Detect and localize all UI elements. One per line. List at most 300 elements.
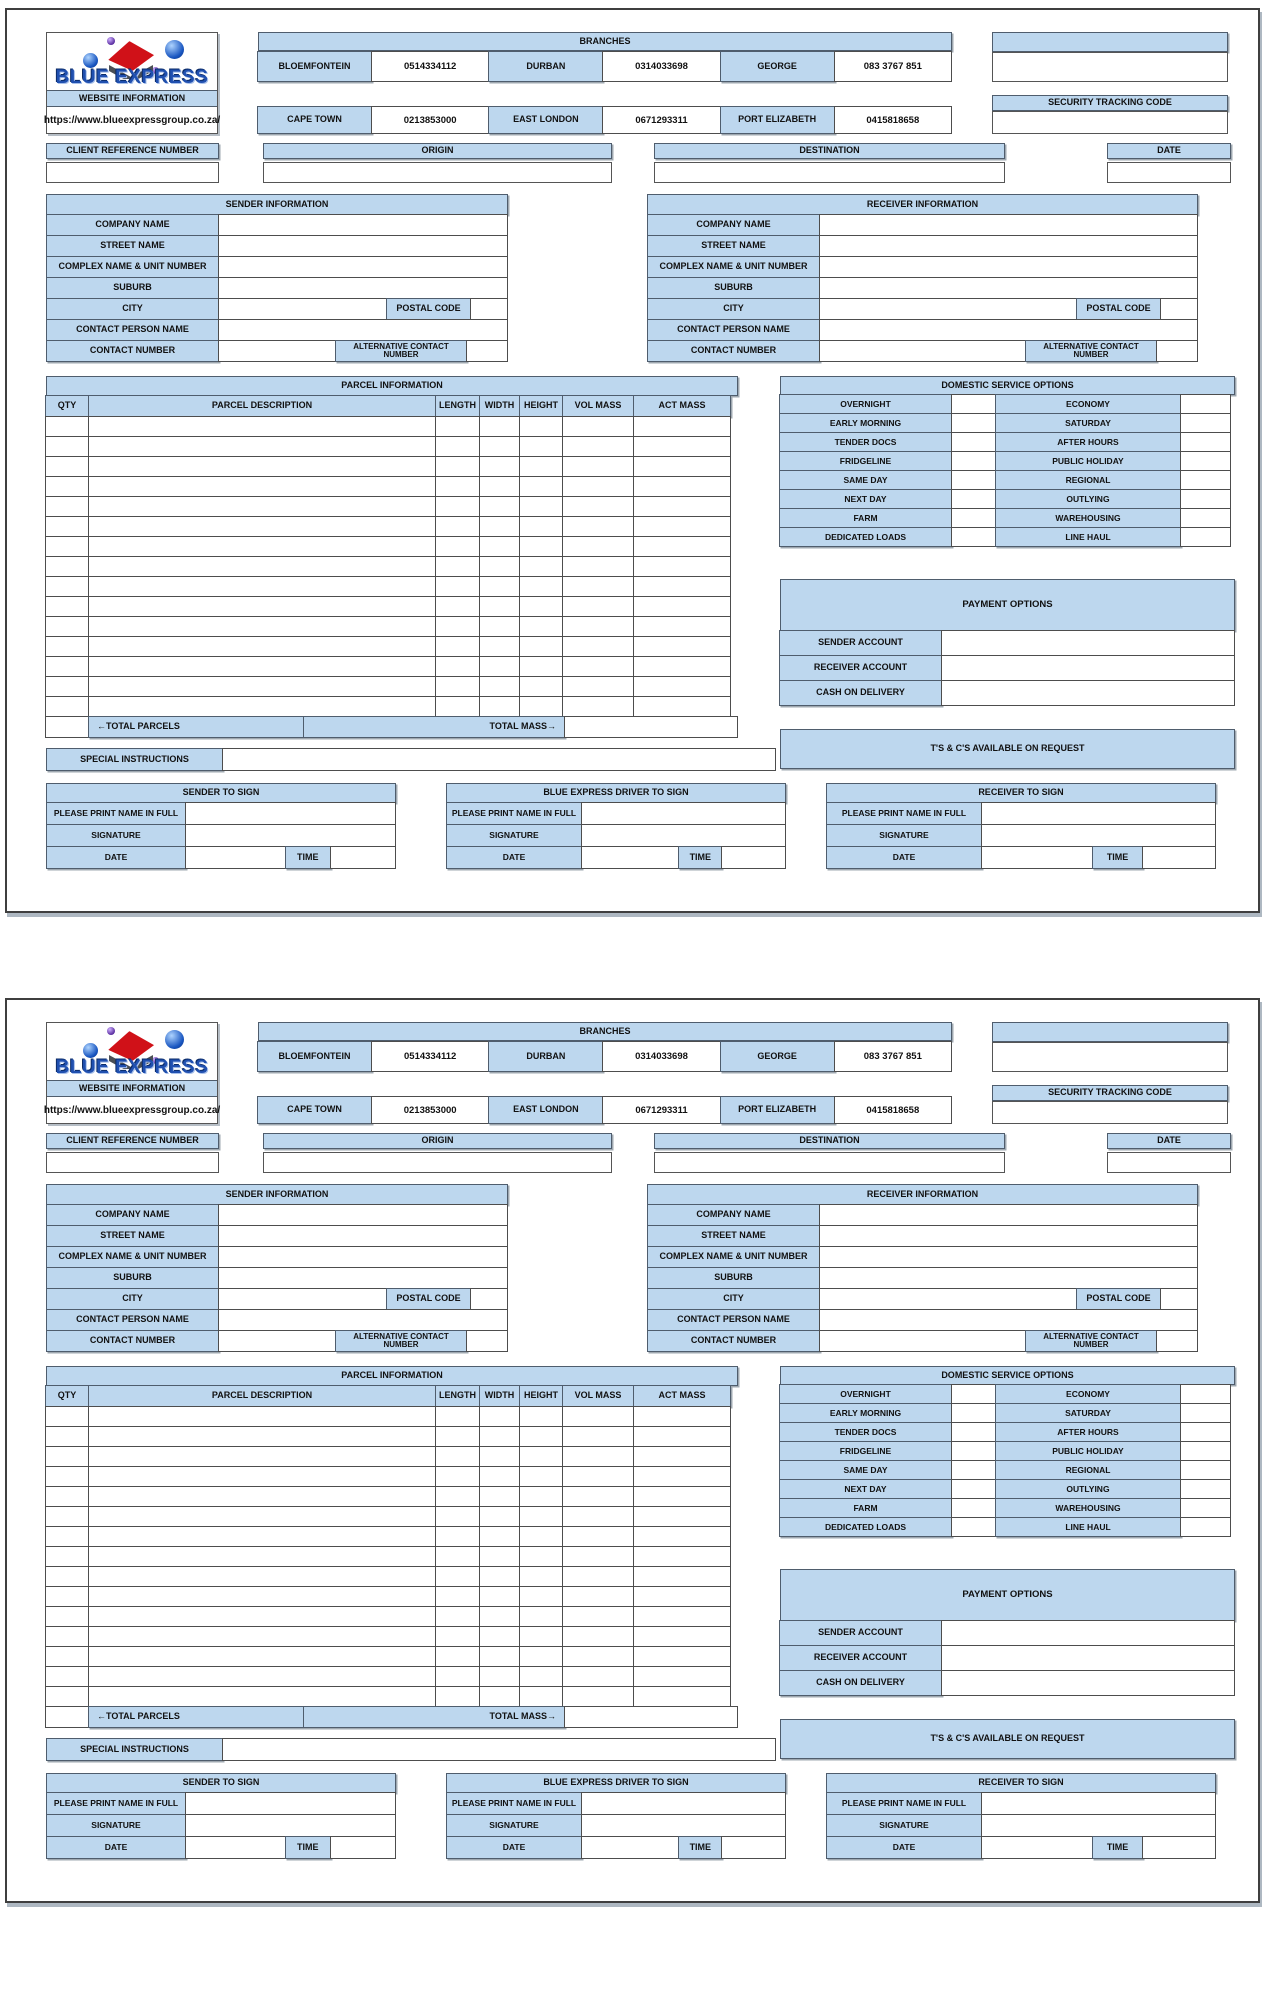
origin-input[interactable] <box>263 1152 612 1173</box>
suburb-input[interactable] <box>218 1267 508 1289</box>
height-cell[interactable] <box>519 456 563 477</box>
width-cell[interactable] <box>479 1506 520 1527</box>
signature-input[interactable] <box>185 824 396 847</box>
service-option-checkbox[interactable] <box>951 394 996 414</box>
vol-mass-cell[interactable] <box>562 576 634 597</box>
service-option-checkbox[interactable] <box>1180 527 1231 547</box>
company-name-input[interactable] <box>218 1204 508 1226</box>
length-cell[interactable] <box>435 436 480 457</box>
length-cell[interactable] <box>435 1606 480 1627</box>
vol-mass-cell[interactable] <box>562 656 634 677</box>
height-cell[interactable] <box>519 1626 563 1647</box>
description-cell[interactable] <box>88 596 436 617</box>
service-option-checkbox[interactable] <box>1180 1460 1231 1480</box>
act-mass-cell[interactable] <box>633 476 731 497</box>
act-mass-cell[interactable] <box>633 576 731 597</box>
time-input[interactable] <box>330 846 397 869</box>
length-cell[interactable] <box>435 1446 480 1467</box>
service-option-checkbox[interactable] <box>1180 394 1231 414</box>
contact-number-input[interactable] <box>819 340 1026 362</box>
service-option-checkbox[interactable] <box>1180 489 1231 509</box>
time-input[interactable] <box>1142 846 1216 869</box>
service-option-checkbox[interactable] <box>1180 508 1231 528</box>
height-cell[interactable] <box>519 496 563 517</box>
service-option-checkbox[interactable] <box>951 432 996 452</box>
height-cell[interactable] <box>519 656 563 677</box>
qty-cell[interactable] <box>45 416 89 437</box>
signature-input[interactable] <box>185 1814 396 1837</box>
act-mass-cell[interactable] <box>633 1606 731 1627</box>
description-cell[interactable] <box>88 1566 436 1587</box>
vol-mass-cell[interactable] <box>562 1426 634 1447</box>
complex-unit-input[interactable] <box>218 1246 508 1268</box>
contact-number-input[interactable] <box>819 1330 1026 1352</box>
description-cell[interactable] <box>88 656 436 677</box>
length-cell[interactable] <box>435 556 480 577</box>
description-cell[interactable] <box>88 576 436 597</box>
qty-cell[interactable] <box>45 436 89 457</box>
description-cell[interactable] <box>88 1546 436 1567</box>
qty-cell[interactable] <box>45 596 89 617</box>
security-tracking-code-box[interactable] <box>992 111 1228 134</box>
description-cell[interactable] <box>88 476 436 497</box>
alt-contact-input[interactable] <box>1156 1330 1198 1352</box>
height-cell[interactable] <box>519 416 563 437</box>
vol-mass-cell[interactable] <box>562 1486 634 1507</box>
length-cell[interactable] <box>435 496 480 517</box>
vol-mass-cell[interactable] <box>562 1526 634 1547</box>
width-cell[interactable] <box>479 636 520 657</box>
qty-cell[interactable] <box>45 1666 89 1687</box>
length-cell[interactable] <box>435 696 480 717</box>
height-cell[interactable] <box>519 1646 563 1667</box>
description-cell[interactable] <box>88 536 436 557</box>
width-cell[interactable] <box>479 556 520 577</box>
vol-mass-cell[interactable] <box>562 556 634 577</box>
width-cell[interactable] <box>479 1646 520 1667</box>
vol-mass-cell[interactable] <box>562 536 634 557</box>
service-option-checkbox[interactable] <box>951 470 996 490</box>
width-cell[interactable] <box>479 1546 520 1567</box>
description-cell[interactable] <box>88 496 436 517</box>
service-option-checkbox[interactable] <box>951 413 996 433</box>
print-name-input[interactable] <box>981 802 1216 825</box>
length-cell[interactable] <box>435 1506 480 1527</box>
service-option-checkbox[interactable] <box>951 1498 996 1518</box>
length-cell[interactable] <box>435 1626 480 1647</box>
vol-mass-cell[interactable] <box>562 1606 634 1627</box>
service-option-checkbox[interactable] <box>951 1384 996 1404</box>
qty-cell[interactable] <box>45 1506 89 1527</box>
complex-unit-input[interactable] <box>819 1246 1198 1268</box>
description-cell[interactable] <box>88 556 436 577</box>
street-name-input[interactable] <box>218 235 508 257</box>
height-cell[interactable] <box>519 576 563 597</box>
length-cell[interactable] <box>435 1646 480 1667</box>
qty-cell[interactable] <box>45 1526 89 1547</box>
width-cell[interactable] <box>479 1666 520 1687</box>
act-mass-cell[interactable] <box>633 516 731 537</box>
date-input[interactable] <box>981 846 1093 869</box>
signature-input[interactable] <box>981 1814 1216 1837</box>
vol-mass-cell[interactable] <box>562 616 634 637</box>
description-cell[interactable] <box>88 1526 436 1547</box>
description-cell[interactable] <box>88 1446 436 1467</box>
act-mass-cell[interactable] <box>633 1406 731 1427</box>
date-input[interactable] <box>185 1836 286 1859</box>
qty-cell[interactable] <box>45 1586 89 1607</box>
width-cell[interactable] <box>479 1606 520 1627</box>
vol-mass-cell[interactable] <box>562 416 634 437</box>
service-option-checkbox[interactable] <box>1180 1479 1231 1499</box>
description-cell[interactable] <box>88 1626 436 1647</box>
act-mass-cell[interactable] <box>633 636 731 657</box>
street-name-input[interactable] <box>819 1225 1198 1247</box>
security-tracking-code-box[interactable] <box>992 1101 1228 1124</box>
postal-code-input[interactable] <box>1160 1288 1198 1310</box>
date-input[interactable] <box>1107 1152 1231 1173</box>
qty-cell[interactable] <box>45 1646 89 1667</box>
company-name-input[interactable] <box>819 1204 1198 1226</box>
act-mass-cell[interactable] <box>633 1566 731 1587</box>
width-cell[interactable] <box>479 456 520 477</box>
width-cell[interactable] <box>479 576 520 597</box>
width-cell[interactable] <box>479 1466 520 1487</box>
date-input[interactable] <box>981 1836 1093 1859</box>
vol-mass-cell[interactable] <box>562 1406 634 1427</box>
qty-cell[interactable] <box>45 1626 89 1647</box>
waybill-number-box[interactable] <box>992 1042 1228 1072</box>
description-cell[interactable] <box>88 456 436 477</box>
signature-input[interactable] <box>981 824 1216 847</box>
vol-mass-cell[interactable] <box>562 1446 634 1467</box>
alt-contact-input[interactable] <box>466 1330 508 1352</box>
qty-cell[interactable] <box>45 1566 89 1587</box>
service-option-checkbox[interactable] <box>1180 451 1231 471</box>
description-cell[interactable] <box>88 1586 436 1607</box>
suburb-input[interactable] <box>218 277 508 299</box>
description-cell[interactable] <box>88 696 436 717</box>
city-input[interactable] <box>218 298 387 320</box>
width-cell[interactable] <box>479 596 520 617</box>
length-cell[interactable] <box>435 536 480 557</box>
width-cell[interactable] <box>479 1626 520 1647</box>
length-cell[interactable] <box>435 1666 480 1687</box>
print-name-input[interactable] <box>581 802 786 825</box>
qty-cell[interactable] <box>45 1686 89 1707</box>
complex-unit-input[interactable] <box>819 256 1198 278</box>
vol-mass-cell[interactable] <box>562 1626 634 1647</box>
qty-cell[interactable] <box>45 1426 89 1447</box>
height-cell[interactable] <box>519 1486 563 1507</box>
date-input[interactable] <box>185 846 286 869</box>
vol-mass-cell[interactable] <box>562 1646 634 1667</box>
length-cell[interactable] <box>435 1406 480 1427</box>
contact-person-input[interactable] <box>819 1309 1198 1331</box>
width-cell[interactable] <box>479 536 520 557</box>
description-cell[interactable] <box>88 1466 436 1487</box>
width-cell[interactable] <box>479 516 520 537</box>
destination-input[interactable] <box>654 162 1005 183</box>
total-parcels-input[interactable] <box>45 716 89 738</box>
qty-cell[interactable] <box>45 656 89 677</box>
act-mass-cell[interactable] <box>633 656 731 677</box>
service-option-checkbox[interactable] <box>1180 470 1231 490</box>
length-cell[interactable] <box>435 1526 480 1547</box>
waybill-number-box[interactable] <box>992 52 1228 82</box>
height-cell[interactable] <box>519 1506 563 1527</box>
vol-mass-cell[interactable] <box>562 436 634 457</box>
height-cell[interactable] <box>519 1466 563 1487</box>
service-option-checkbox[interactable] <box>951 508 996 528</box>
length-cell[interactable] <box>435 1686 480 1707</box>
height-cell[interactable] <box>519 596 563 617</box>
payment-option-checkbox[interactable] <box>941 1670 1235 1696</box>
act-mass-cell[interactable] <box>633 1546 731 1567</box>
act-mass-cell[interactable] <box>633 1526 731 1547</box>
width-cell[interactable] <box>479 1406 520 1427</box>
description-cell[interactable] <box>88 1506 436 1527</box>
qty-cell[interactable] <box>45 496 89 517</box>
service-option-checkbox[interactable] <box>951 527 996 547</box>
act-mass-cell[interactable] <box>633 676 731 697</box>
act-mass-cell[interactable] <box>633 436 731 457</box>
print-name-input[interactable] <box>185 802 396 825</box>
suburb-input[interactable] <box>819 1267 1198 1289</box>
act-mass-cell[interactable] <box>633 536 731 557</box>
postal-code-input[interactable] <box>470 1288 508 1310</box>
description-cell[interactable] <box>88 1666 436 1687</box>
length-cell[interactable] <box>435 456 480 477</box>
description-cell[interactable] <box>88 1686 436 1707</box>
act-mass-cell[interactable] <box>633 1446 731 1467</box>
act-mass-cell[interactable] <box>633 1506 731 1527</box>
payment-option-checkbox[interactable] <box>941 630 1235 656</box>
vol-mass-cell[interactable] <box>562 596 634 617</box>
vol-mass-cell[interactable] <box>562 1566 634 1587</box>
time-input[interactable] <box>1142 1836 1216 1859</box>
contact-person-input[interactable] <box>819 319 1198 341</box>
act-mass-cell[interactable] <box>633 496 731 517</box>
height-cell[interactable] <box>519 676 563 697</box>
service-option-checkbox[interactable] <box>951 1460 996 1480</box>
vol-mass-cell[interactable] <box>562 1506 634 1527</box>
alt-contact-input[interactable] <box>466 340 508 362</box>
date-input[interactable] <box>1107 162 1231 183</box>
length-cell[interactable] <box>435 1566 480 1587</box>
act-mass-cell[interactable] <box>633 1426 731 1447</box>
company-name-input[interactable] <box>819 214 1198 236</box>
description-cell[interactable] <box>88 1606 436 1627</box>
description-cell[interactable] <box>88 1426 436 1447</box>
qty-cell[interactable] <box>45 456 89 477</box>
act-mass-cell[interactable] <box>633 696 731 717</box>
payment-option-checkbox[interactable] <box>941 680 1235 706</box>
height-cell[interactable] <box>519 1666 563 1687</box>
vol-mass-cell[interactable] <box>562 476 634 497</box>
signature-input[interactable] <box>581 824 786 847</box>
date-input[interactable] <box>581 846 679 869</box>
qty-cell[interactable] <box>45 516 89 537</box>
signature-input[interactable] <box>581 1814 786 1837</box>
height-cell[interactable] <box>519 436 563 457</box>
width-cell[interactable] <box>479 1566 520 1587</box>
height-cell[interactable] <box>519 1406 563 1427</box>
payment-option-checkbox[interactable] <box>941 1645 1235 1671</box>
length-cell[interactable] <box>435 1586 480 1607</box>
width-cell[interactable] <box>479 696 520 717</box>
service-option-checkbox[interactable] <box>951 1403 996 1423</box>
city-input[interactable] <box>218 1288 387 1310</box>
street-name-input[interactable] <box>819 235 1198 257</box>
vol-mass-cell[interactable] <box>562 676 634 697</box>
service-option-checkbox[interactable] <box>951 451 996 471</box>
service-option-checkbox[interactable] <box>1180 1498 1231 1518</box>
qty-cell[interactable] <box>45 576 89 597</box>
contact-person-input[interactable] <box>218 1309 508 1331</box>
contact-number-input[interactable] <box>218 1330 336 1352</box>
qty-cell[interactable] <box>45 536 89 557</box>
vol-mass-cell[interactable] <box>562 516 634 537</box>
length-cell[interactable] <box>435 636 480 657</box>
service-option-checkbox[interactable] <box>1180 1403 1231 1423</box>
width-cell[interactable] <box>479 656 520 677</box>
service-option-checkbox[interactable] <box>951 1479 996 1499</box>
height-cell[interactable] <box>519 556 563 577</box>
contact-number-input[interactable] <box>218 340 336 362</box>
service-option-checkbox[interactable] <box>951 489 996 509</box>
width-cell[interactable] <box>479 416 520 437</box>
service-option-checkbox[interactable] <box>1180 1517 1231 1537</box>
service-option-checkbox[interactable] <box>1180 413 1231 433</box>
qty-cell[interactable] <box>45 1466 89 1487</box>
length-cell[interactable] <box>435 1546 480 1567</box>
postal-code-input[interactable] <box>470 298 508 320</box>
time-input[interactable] <box>721 1836 786 1859</box>
print-name-input[interactable] <box>581 1792 786 1815</box>
width-cell[interactable] <box>479 1526 520 1547</box>
act-mass-cell[interactable] <box>633 1466 731 1487</box>
qty-cell[interactable] <box>45 636 89 657</box>
vol-mass-cell[interactable] <box>562 1586 634 1607</box>
service-option-checkbox[interactable] <box>951 1517 996 1537</box>
width-cell[interactable] <box>479 1586 520 1607</box>
height-cell[interactable] <box>519 1546 563 1567</box>
length-cell[interactable] <box>435 1426 480 1447</box>
street-name-input[interactable] <box>218 1225 508 1247</box>
total-mass-input[interactable] <box>564 716 738 738</box>
height-cell[interactable] <box>519 536 563 557</box>
service-option-checkbox[interactable] <box>951 1441 996 1461</box>
vol-mass-cell[interactable] <box>562 1466 634 1487</box>
city-input[interactable] <box>819 298 1077 320</box>
length-cell[interactable] <box>435 1466 480 1487</box>
print-name-input[interactable] <box>981 1792 1216 1815</box>
width-cell[interactable] <box>479 616 520 637</box>
description-cell[interactable] <box>88 1486 436 1507</box>
height-cell[interactable] <box>519 616 563 637</box>
qty-cell[interactable] <box>45 1606 89 1627</box>
length-cell[interactable] <box>435 516 480 537</box>
qty-cell[interactable] <box>45 1406 89 1427</box>
height-cell[interactable] <box>519 636 563 657</box>
time-input[interactable] <box>721 846 786 869</box>
vol-mass-cell[interactable] <box>562 1546 634 1567</box>
act-mass-cell[interactable] <box>633 596 731 617</box>
total-mass-input[interactable] <box>564 1706 738 1728</box>
alt-contact-input[interactable] <box>1156 340 1198 362</box>
description-cell[interactable] <box>88 636 436 657</box>
act-mass-cell[interactable] <box>633 556 731 577</box>
description-cell[interactable] <box>88 1646 436 1667</box>
length-cell[interactable] <box>435 576 480 597</box>
qty-cell[interactable] <box>45 476 89 497</box>
act-mass-cell[interactable] <box>633 416 731 437</box>
qty-cell[interactable] <box>45 556 89 577</box>
payment-option-checkbox[interactable] <box>941 655 1235 681</box>
width-cell[interactable] <box>479 676 520 697</box>
origin-input[interactable] <box>263 162 612 183</box>
act-mass-cell[interactable] <box>633 1646 731 1667</box>
height-cell[interactable] <box>519 1566 563 1587</box>
service-option-checkbox[interactable] <box>1180 1422 1231 1442</box>
vol-mass-cell[interactable] <box>562 496 634 517</box>
service-option-checkbox[interactable] <box>951 1422 996 1442</box>
length-cell[interactable] <box>435 1486 480 1507</box>
company-name-input[interactable] <box>218 214 508 236</box>
act-mass-cell[interactable] <box>633 456 731 477</box>
width-cell[interactable] <box>479 436 520 457</box>
act-mass-cell[interactable] <box>633 1626 731 1647</box>
special-instructions-input[interactable] <box>222 748 776 771</box>
contact-person-input[interactable] <box>218 319 508 341</box>
height-cell[interactable] <box>519 1606 563 1627</box>
height-cell[interactable] <box>519 516 563 537</box>
service-option-checkbox[interactable] <box>1180 432 1231 452</box>
length-cell[interactable] <box>435 616 480 637</box>
height-cell[interactable] <box>519 1446 563 1467</box>
act-mass-cell[interactable] <box>633 616 731 637</box>
width-cell[interactable] <box>479 1426 520 1447</box>
special-instructions-input[interactable] <box>222 1738 776 1761</box>
vol-mass-cell[interactable] <box>562 1666 634 1687</box>
suburb-input[interactable] <box>819 277 1198 299</box>
length-cell[interactable] <box>435 416 480 437</box>
description-cell[interactable] <box>88 436 436 457</box>
description-cell[interactable] <box>88 516 436 537</box>
qty-cell[interactable] <box>45 1546 89 1567</box>
vol-mass-cell[interactable] <box>562 696 634 717</box>
vol-mass-cell[interactable] <box>562 1686 634 1707</box>
city-input[interactable] <box>819 1288 1077 1310</box>
height-cell[interactable] <box>519 1686 563 1707</box>
vol-mass-cell[interactable] <box>562 456 634 477</box>
client-reference-input[interactable] <box>46 162 219 183</box>
height-cell[interactable] <box>519 1526 563 1547</box>
print-name-input[interactable] <box>185 1792 396 1815</box>
length-cell[interactable] <box>435 656 480 677</box>
qty-cell[interactable] <box>45 676 89 697</box>
height-cell[interactable] <box>519 1586 563 1607</box>
qty-cell[interactable] <box>45 1446 89 1467</box>
height-cell[interactable] <box>519 696 563 717</box>
total-parcels-input[interactable] <box>45 1706 89 1728</box>
act-mass-cell[interactable] <box>633 1486 731 1507</box>
description-cell[interactable] <box>88 616 436 637</box>
service-option-checkbox[interactable] <box>1180 1441 1231 1461</box>
destination-input[interactable] <box>654 1152 1005 1173</box>
act-mass-cell[interactable] <box>633 1586 731 1607</box>
